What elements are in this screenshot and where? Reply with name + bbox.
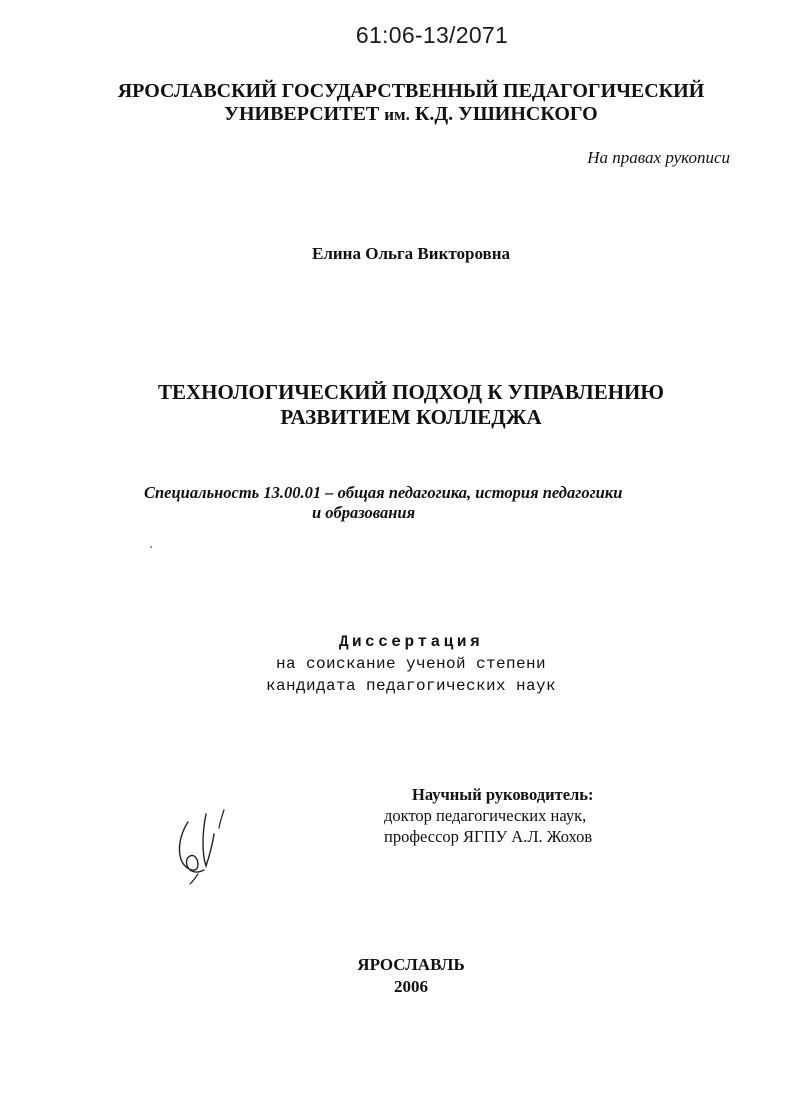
university-line-2 <box>28 103 794 126</box>
year: 2006 <box>394 977 428 996</box>
university-line-2-small: им. <box>384 105 410 124</box>
specialty-label: Специальность 13.00.01 <box>144 483 322 502</box>
speck-mark <box>150 546 152 548</box>
specialty-line-1 <box>144 483 704 503</box>
dissertation-line-2: на соискание ученой степени <box>275 655 547 673</box>
university-name <box>0 80 794 126</box>
supervisor-line-2: доктор педагогических наук, <box>384 806 587 825</box>
supervisor-line-3: профессор ЯГПУ А.Л. Жохов <box>384 827 593 846</box>
manuscript-note: На правах рукописи <box>587 148 730 167</box>
university-line-1: ЯРОСЛАВСКИЙ ГОСУДАРСТВЕННЫЙ ПЕДАГОГИЧЕСКИЙ <box>117 80 705 102</box>
dissertation-title <box>0 380 794 430</box>
city: ЯРОСЛАВЛЬ <box>357 955 465 974</box>
city-year-block <box>0 954 794 998</box>
archive-code: 61:06-13/2071 <box>355 22 509 48</box>
dissertation-line-3: кандидата педагогических наук <box>265 677 557 695</box>
university-line-2-main: УНИВЕРСИТЕТ <box>224 103 385 125</box>
title-line-1: ТЕХНОЛОГИЧЕСКИЙ ПОДХОД К УПРАВЛЕНИЮ <box>157 380 665 404</box>
specialty-text-1: – общая педагогика, история педагогики <box>321 483 623 502</box>
specialty-line-2: и образования <box>312 503 416 522</box>
author-name: Елина Ольга Викторовна <box>312 244 510 263</box>
dissertation-block <box>0 631 794 697</box>
dissertation-heading: Диссертация <box>338 633 484 651</box>
supervisor-heading: Научный руководитель: <box>412 785 594 804</box>
supervisor-block <box>384 784 594 847</box>
university-line-2-rest: К.Д. УШИНСКОГО <box>409 103 598 125</box>
handwritten-signature <box>168 800 238 890</box>
specialty <box>144 483 704 523</box>
title-line-2: РАЗВИТИЕМ КОЛЛЕДЖА <box>280 405 542 429</box>
